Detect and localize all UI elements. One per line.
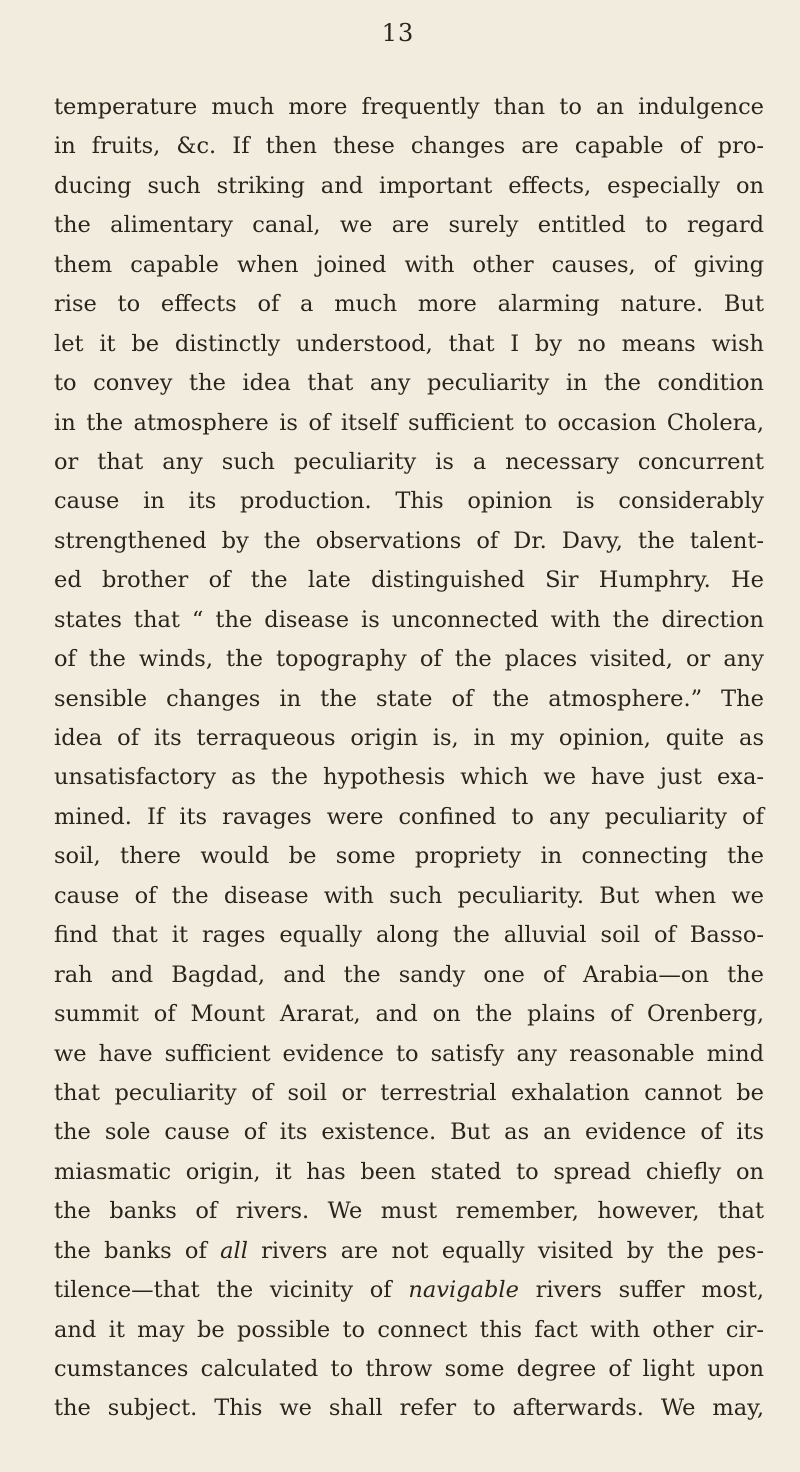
text-line: mined. If its ravages were confined to any peculiarity of [54, 803, 764, 830]
text-line-with-italic [54, 1271, 764, 1310]
text-line: and it may be possible to connect this fact with other cir- [54, 1316, 764, 1343]
text-run: the banks of [54, 1237, 221, 1264]
text-line: miasmatic origin, it has been stated to spread chiefly on [54, 1158, 764, 1185]
text-line: ed brother of the late distinguished Sir Humphry. He [54, 567, 764, 594]
text-line: soil, there would be some propriety in connecting the [54, 843, 764, 870]
italic-word: navigable [408, 1277, 519, 1304]
body-text [54, 88, 764, 1429]
text-line: ducing such striking and important effects, especially on [54, 172, 764, 199]
text-line: that peculiarity of soil or terrestrial exhalation cannot be [54, 1079, 764, 1106]
text-line: summit of Mount Ararat, and on the plains of Orenberg, [54, 1001, 764, 1028]
text-line: cause in its production. This opinion is considerably [54, 488, 764, 515]
text-line: cumstances calculated to throw some degree of light upon [54, 1356, 764, 1382]
italic-word: all [220, 1237, 248, 1264]
text-line: rise to effects of a much more alarming nature. But [54, 291, 764, 318]
text-line: of the winds, the topography of the places visited, or any [54, 646, 764, 673]
text-line: we have sufficient evidence to satisfy any reasonable mind [54, 1040, 764, 1067]
text-line: rah and Bagdad, and the sandy one of Arabia—on the [54, 961, 764, 988]
text-line: idea of its terraqueous origin is, in my opinion, quite as [54, 725, 764, 751]
text-line: find that it rages equally along the alluvial soil of Basso- [54, 922, 764, 949]
text-run: rivers suffer most, [518, 1277, 765, 1304]
text-line: in fruits, &c. If then these changes are capable of pro- [54, 133, 764, 160]
text-run: rivers are not equally visited by the pes- [247, 1237, 764, 1264]
text-line: unsatisfactory as the hypothesis which we have just exa- [54, 764, 764, 791]
text-line: states that “ the disease is unconnected with the direction [54, 606, 764, 633]
text-line: strengthened by the observations of Dr. Davy, the talent- [54, 527, 764, 554]
text-line: cause of the disease with such peculiarity. But when we [54, 882, 764, 909]
text-run: tilence—that the vicinity of [54, 1277, 409, 1304]
text-line: the alimentary canal, we are surely entitled to regard [54, 212, 764, 239]
text-line: sensible changes in the state of the atmosphere.” The [54, 685, 764, 712]
text-line-with-italic [54, 1232, 764, 1271]
text-line: the banks of rivers. We must remember, however, that [54, 1198, 764, 1225]
text-line: to convey the idea that any peculiarity in the condition [54, 370, 764, 397]
text-line: the subject. This we shall refer to afterwards. We may, [54, 1395, 764, 1422]
text-line: in the atmosphere is of itself sufficient to occasion Cholera, [54, 409, 764, 436]
text-line: temperature much more frequently than to an indulgence [54, 94, 764, 120]
text-line: the sole cause of its existence. But as an evidence of its [54, 1119, 764, 1146]
page-number: 13 [381, 19, 415, 47]
text-line: let it be distinctly understood, that I by no means wish [54, 330, 764, 357]
text-line: or that any such peculiarity is a necessary concurrent [54, 448, 764, 475]
text-line: them capable when joined with other causes, of giving [54, 251, 764, 278]
